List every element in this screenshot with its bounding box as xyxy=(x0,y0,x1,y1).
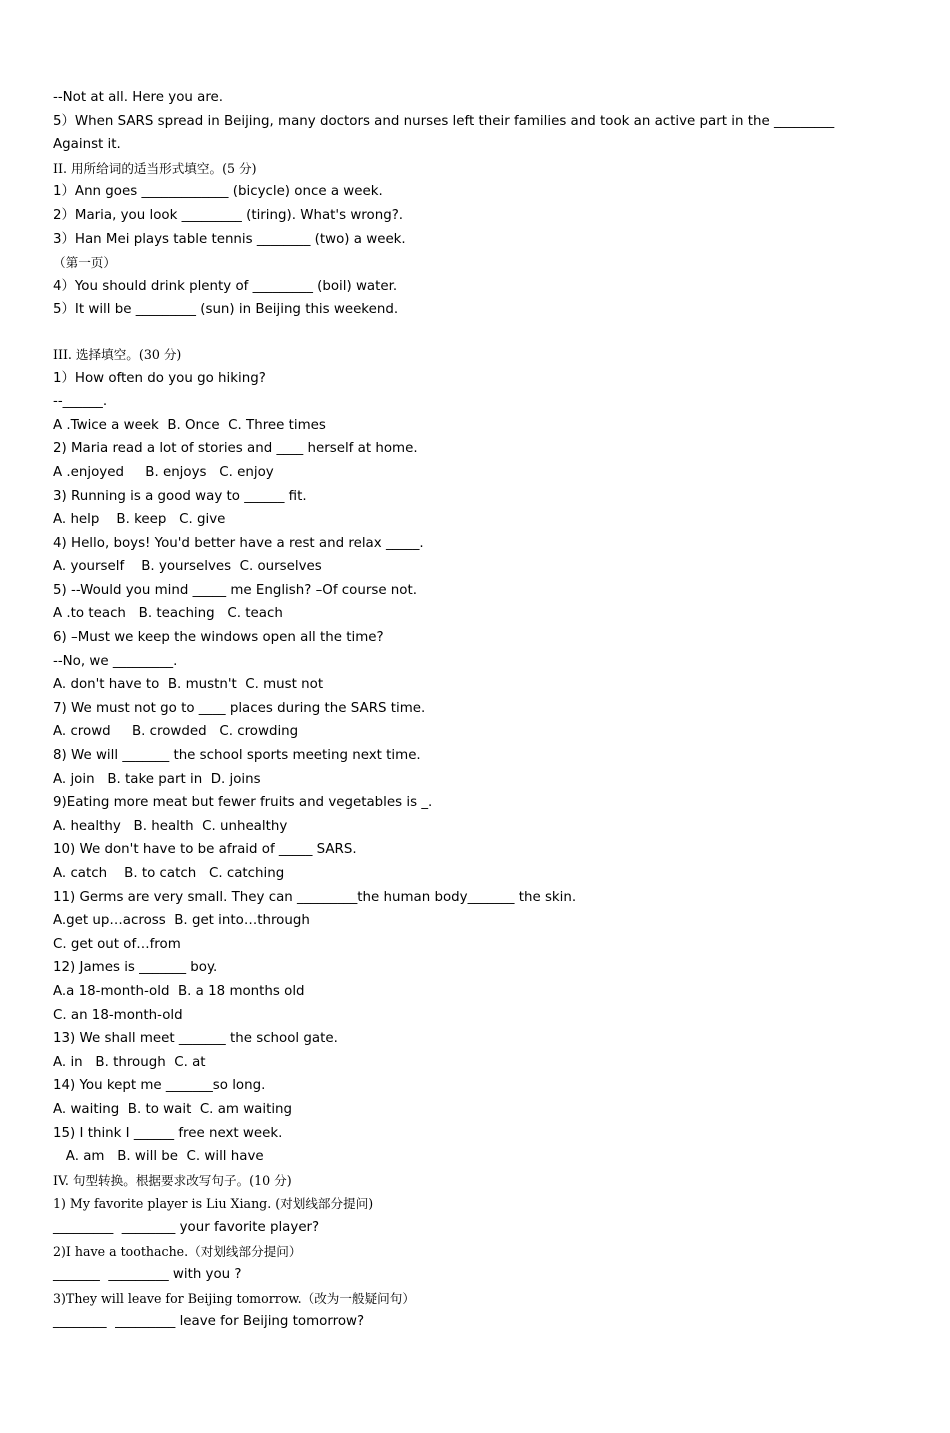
section-heading: III. 选择填空。(30 分) xyxy=(53,346,182,362)
text-line: 5）It will be _________ (sun) in Beijing this weekend. xyxy=(53,302,399,318)
text-line: 1）Ann goes _____________ (bicycle) once a week. xyxy=(53,184,383,200)
text-line: 8) We will _______ the school sports meeting next time. xyxy=(53,748,421,764)
text-line: A. yourself B. yourselves C. ourselves xyxy=(53,559,322,575)
text-line: 5) --Would you mind _____ me English? –Of course not. xyxy=(53,582,417,598)
text-line: A. am B. will be C. will have xyxy=(53,1149,264,1165)
text-line: C. get out of…from xyxy=(53,936,181,952)
text-line: 3）Han Mei plays table tennis ________ (two) a week. xyxy=(53,231,406,247)
text-line: 12) James is _______ boy. xyxy=(53,960,218,976)
page-marker: （第一页） xyxy=(53,255,116,271)
text-line: 15) I think I ______ free next week. xyxy=(53,1125,283,1141)
section-heading: II. 用所给词的适当形式填空。(5 分) xyxy=(53,160,257,176)
text-line: --______. xyxy=(53,394,108,410)
text-line: A. in B. through C. at xyxy=(53,1054,206,1070)
text-line: 9)Eating more meat but fewer fruits and vegetables is _. xyxy=(53,795,433,811)
text-line: ________ _________ leave for Beijing tomorrow? xyxy=(53,1314,365,1330)
text-line: A. catch B. to catch C. catching xyxy=(53,866,285,881)
text-line: 10) We don't have to be afraid of _____ SARS. xyxy=(53,842,357,858)
text-line: 2) Maria read a lot of stories and ____ herself at home. xyxy=(53,441,418,457)
text-line: _________ ________ your favorite player? xyxy=(53,1219,320,1235)
text-line: A. help B. keep C. give xyxy=(53,512,226,528)
text-line: 7) We must not go to ____ places during the SARS time. xyxy=(53,700,426,716)
text-line: C. an 18-month-old xyxy=(53,1007,183,1023)
text-line: 1）How often do you go hiking? xyxy=(53,370,266,386)
blank-line xyxy=(53,322,913,343)
text-line: A .enjoyed B. enjoys C. enjoy xyxy=(53,464,274,480)
text-line: 3)They will leave for Beijing tomorrow.（改为一般疑问句） xyxy=(53,1290,415,1306)
text-line: A. waiting B. to wait C. am waiting xyxy=(53,1101,293,1117)
text-line: _______ _________ with you ? xyxy=(53,1267,242,1283)
text-line: Against it. xyxy=(53,137,121,153)
text-line: A. crowd B. crowded C. crowding xyxy=(53,724,299,740)
text-line: 5）When SARS spread in Beijing, many doctors and nurses left their families and took an active part in the _________ xyxy=(53,113,835,129)
text-line: A .to teach B. teaching C. teach xyxy=(53,606,283,622)
text-line: 2)I have a toothache.（对划线部分提问） xyxy=(53,1243,302,1259)
document-page xyxy=(53,86,913,1334)
text-line: 3) Running is a good way to ______ fit. xyxy=(53,488,307,504)
text-line: 6) –Must we keep the windows open all the time? xyxy=(53,630,384,646)
text-line: 14) You kept me _______so long. xyxy=(53,1078,266,1094)
section-heading: IV. 句型转换。根据要求改写句子。(10 分) xyxy=(53,1172,292,1188)
text-line: A. don't have to B. mustn't C. must not xyxy=(53,677,324,693)
text-line: A.a 18-month-old B. a 18 months old xyxy=(53,983,305,999)
text-line: 1) My favorite player is Liu Xiang. (对划线部分提问) xyxy=(53,1196,374,1212)
text-line: A. join B. take part in D. joins xyxy=(53,771,261,787)
text-line: 4）You should drink plenty of _________ (boil) water. xyxy=(53,278,398,294)
text-line: A. healthy B. health C. unhealthy xyxy=(53,818,288,834)
text-line: --No, we _________. xyxy=(53,653,178,669)
text-line: 2）Maria, you look _________ (tiring). What's wrong?. xyxy=(53,207,404,223)
text-line: 13) We shall meet _______ the school gate. xyxy=(53,1031,338,1047)
text-line: 4) Hello, boys! You'd better have a rest and relax _____. xyxy=(53,535,424,551)
text-line: A .Twice a week B. Once C. Three times xyxy=(53,417,326,433)
text-line: 11) Germs are very small. They can _________the human body_______ the skin. xyxy=(53,889,577,905)
text-line: --Not at all. Here you are. xyxy=(53,90,224,105)
text-line: A.get up…across B. get into…through xyxy=(53,913,310,929)
